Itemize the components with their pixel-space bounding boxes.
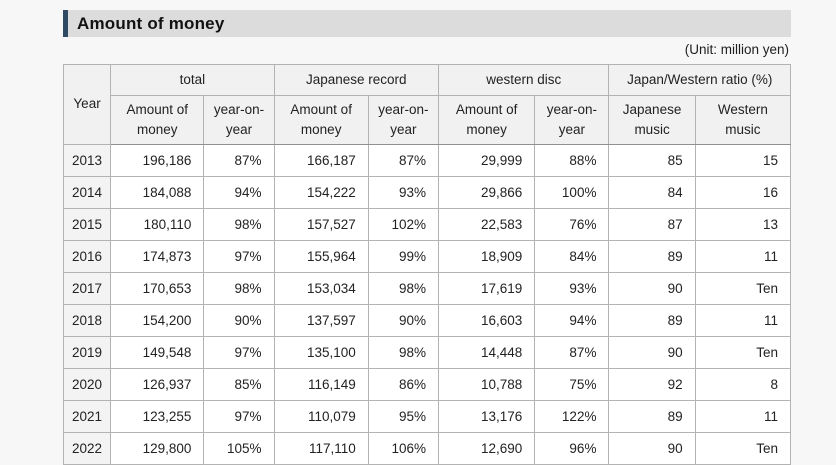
section-title-bar [63, 10, 791, 37]
unit-note: (Unit: million yen) [684, 42, 789, 57]
data-cell: 117,110 [274, 433, 368, 465]
data-cell: 180,110 [111, 209, 204, 241]
col-group-western-disc: western disc [439, 65, 609, 96]
data-cell: 135,100 [274, 337, 368, 369]
col-header-japanese-yoy: year-on-year [368, 96, 438, 145]
data-cell: 89 [609, 305, 695, 337]
col-header-western-amount: Amount of money [439, 96, 535, 145]
data-cell: 95% [368, 401, 438, 433]
data-cell: 98% [204, 209, 274, 241]
data-cell: 84 [609, 177, 695, 209]
table-row [64, 305, 791, 337]
data-cell: 110,079 [274, 401, 368, 433]
col-header-japanese-music: Japanese music [609, 96, 695, 145]
data-cell: 88% [535, 145, 609, 177]
data-cell: 155,964 [274, 241, 368, 273]
page [63, 10, 791, 465]
col-header-japanese-amount: Amount of money [274, 96, 368, 145]
data-cell: 106% [368, 433, 438, 465]
table-row [64, 273, 791, 305]
data-cell: 85 [609, 145, 695, 177]
year-cell: 2018 [64, 305, 111, 337]
data-cell: 92 [609, 369, 695, 401]
table-row [64, 209, 791, 241]
data-cell: 102% [368, 209, 438, 241]
data-cell: 94% [204, 177, 274, 209]
data-cell: 12,690 [439, 433, 535, 465]
data-cell: 90% [204, 305, 274, 337]
data-cell: 157,527 [274, 209, 368, 241]
data-cell: 11 [695, 401, 790, 433]
header-group-row [64, 65, 791, 96]
header-sub-row [64, 96, 791, 145]
data-cell: 105% [204, 433, 274, 465]
data-cell: 86% [368, 369, 438, 401]
data-cell: 98% [368, 273, 438, 305]
year-cell: 2019 [64, 337, 111, 369]
table-row [64, 369, 791, 401]
year-cell: 2021 [64, 401, 111, 433]
table-row [64, 241, 791, 273]
data-cell: 89 [609, 401, 695, 433]
data-cell: 166,187 [274, 145, 368, 177]
data-cell: 174,873 [111, 241, 204, 273]
data-cell: 94% [535, 305, 609, 337]
table-row [64, 145, 791, 177]
data-cell: 90 [609, 273, 695, 305]
data-cell: 14,448 [439, 337, 535, 369]
data-cell: 10,788 [439, 369, 535, 401]
data-cell: 87 [609, 209, 695, 241]
data-cell: 129,800 [111, 433, 204, 465]
data-cell: 126,937 [111, 369, 204, 401]
data-cell: 84% [535, 241, 609, 273]
col-header-total-amount: Amount of money [111, 96, 204, 145]
data-cell: 184,088 [111, 177, 204, 209]
col-group-japan-western-ratio: Japan/Western ratio (%) [609, 65, 791, 96]
data-cell: 99% [368, 241, 438, 273]
data-cell: 16,603 [439, 305, 535, 337]
year-cell: 2015 [64, 209, 111, 241]
data-cell: 90% [368, 305, 438, 337]
data-cell: 22,583 [439, 209, 535, 241]
data-cell: 123,255 [111, 401, 204, 433]
table-row [64, 337, 791, 369]
data-cell: 93% [368, 177, 438, 209]
amount-of-money-table [63, 64, 791, 465]
table-row [64, 401, 791, 433]
data-cell: 13,176 [439, 401, 535, 433]
data-cell: 29,999 [439, 145, 535, 177]
col-group-japanese-record: Japanese record [274, 65, 438, 96]
data-cell: 97% [204, 337, 274, 369]
data-cell: 98% [204, 273, 274, 305]
table-body [64, 145, 791, 465]
data-cell: 97% [204, 241, 274, 273]
data-cell: 17,619 [439, 273, 535, 305]
data-cell: 97% [204, 401, 274, 433]
data-cell: Ten [695, 337, 790, 369]
data-cell: 15 [695, 145, 790, 177]
col-group-total: total [111, 65, 274, 96]
data-cell: 98% [368, 337, 438, 369]
data-cell: 96% [535, 433, 609, 465]
data-cell: 149,548 [111, 337, 204, 369]
data-cell: 154,222 [274, 177, 368, 209]
data-cell: 170,653 [111, 273, 204, 305]
title-accent-bar [63, 10, 68, 37]
data-cell: 75% [535, 369, 609, 401]
col-header-total-yoy: year-on-year [204, 96, 274, 145]
data-cell: 154,200 [111, 305, 204, 337]
data-cell: Ten [695, 433, 790, 465]
table-header [64, 65, 791, 145]
col-header-western-music: Western music [695, 96, 790, 145]
data-cell: 122% [535, 401, 609, 433]
data-cell: Ten [695, 273, 790, 305]
data-cell: 8 [695, 369, 790, 401]
data-cell: 196,186 [111, 145, 204, 177]
data-cell: 87% [204, 145, 274, 177]
table-row [64, 433, 791, 465]
year-cell: 2022 [64, 433, 111, 465]
year-cell: 2017 [64, 273, 111, 305]
data-cell: 87% [535, 337, 609, 369]
data-cell: 89 [609, 241, 695, 273]
col-header-western-yoy: year-on-year [535, 96, 609, 145]
year-cell: 2014 [64, 177, 111, 209]
data-cell: 153,034 [274, 273, 368, 305]
data-cell: 29,866 [439, 177, 535, 209]
table-row [64, 177, 791, 209]
page-title: Amount of money [77, 13, 225, 33]
data-cell: 18,909 [439, 241, 535, 273]
col-header-year: Year [64, 65, 111, 145]
data-cell: 116,149 [274, 369, 368, 401]
data-cell: 16 [695, 177, 790, 209]
data-cell: 11 [695, 241, 790, 273]
data-cell: 76% [535, 209, 609, 241]
year-cell: 2016 [64, 241, 111, 273]
data-cell: 11 [695, 305, 790, 337]
data-cell: 90 [609, 337, 695, 369]
data-cell: 87% [368, 145, 438, 177]
data-cell: 90 [609, 433, 695, 465]
data-cell: 13 [695, 209, 790, 241]
data-cell: 137,597 [274, 305, 368, 337]
data-cell: 100% [535, 177, 609, 209]
year-cell: 2013 [64, 145, 111, 177]
year-cell: 2020 [64, 369, 111, 401]
data-cell: 93% [535, 273, 609, 305]
data-cell: 85% [204, 369, 274, 401]
